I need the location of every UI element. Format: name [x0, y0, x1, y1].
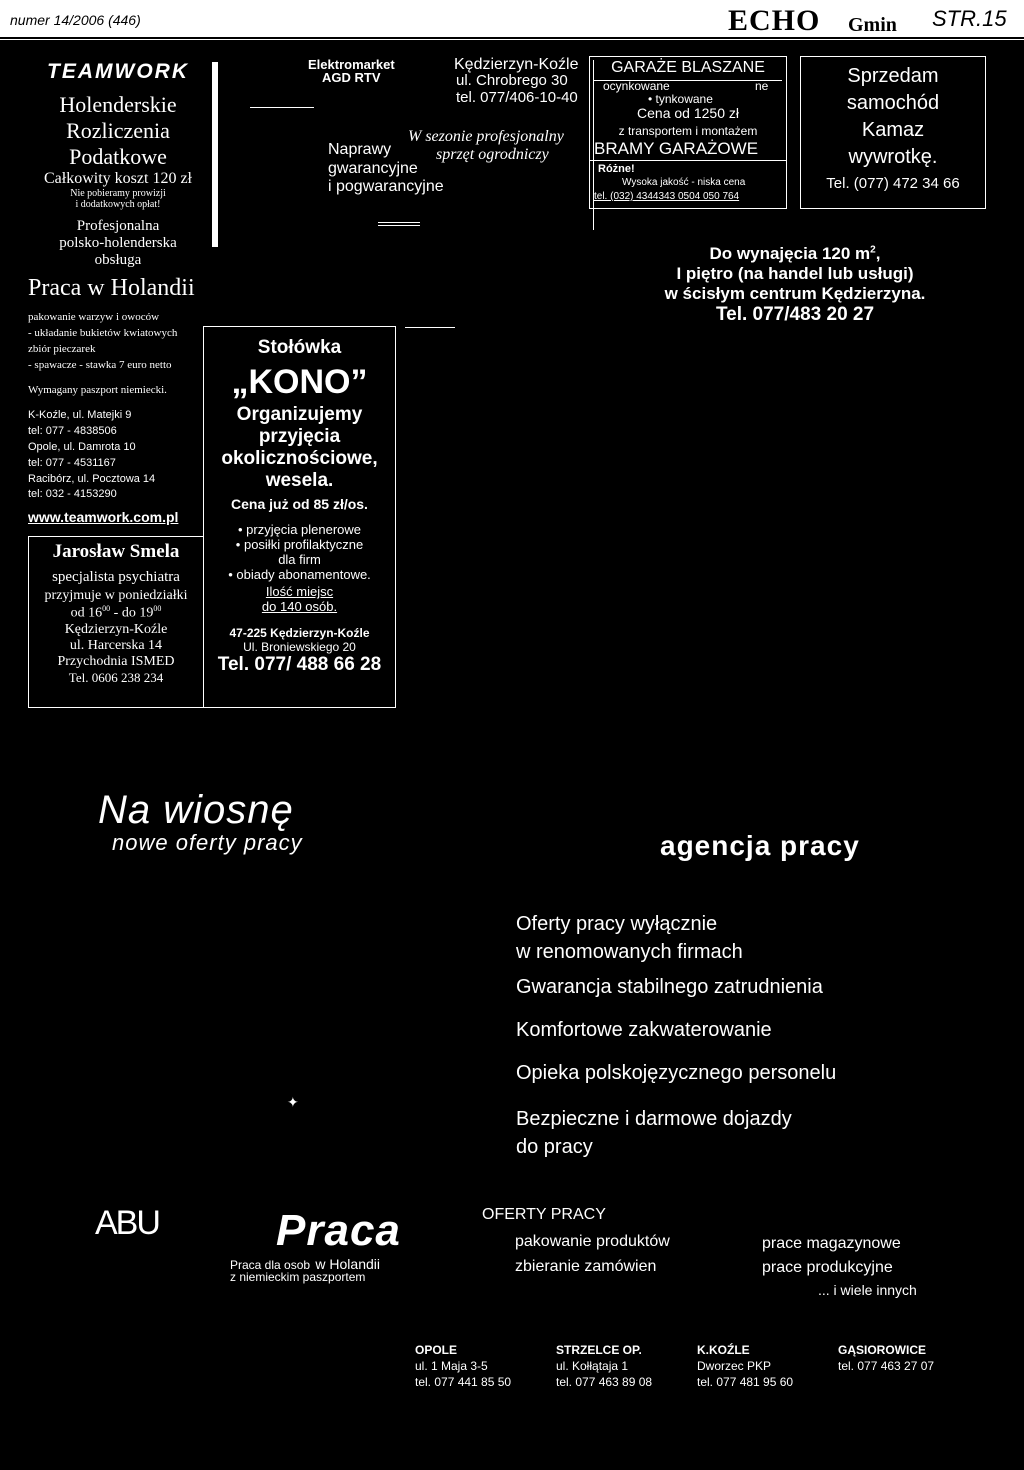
- teamwork-requirement: Wymagany paszport niemiecki.: [28, 383, 167, 396]
- abu-headline: Na wiosnę: [98, 788, 294, 832]
- kono-bullet: dla firm: [278, 552, 321, 567]
- praca-sub1-text: Praca dla osob: [230, 1258, 311, 1272]
- offer-item: prace produkcyjne: [762, 1259, 893, 1276]
- kamaz-ad: [800, 56, 986, 209]
- kono-bullet: • posiłki profilaktyczne: [235, 537, 364, 552]
- kono-capacity: Ilość miejsc: [265, 584, 334, 599]
- elektro-repairs2: gwarancyjne: [328, 160, 418, 177]
- office-city: GĄSIOROWICE: [838, 1343, 927, 1357]
- offers-col2: [762, 1232, 917, 1301]
- praca-sub2: z niemieckim paszportem: [230, 1270, 366, 1284]
- kono-name: „KONO”: [231, 363, 368, 401]
- elektro-street: ul. Chrobrego 30: [456, 72, 568, 89]
- smela-city: Kędzierzyn-Koźle: [64, 621, 168, 637]
- garaze-gates: BRAMY GARAŻOWE: [594, 139, 759, 158]
- elektro-rule: [250, 107, 314, 108]
- hours-to: - do 19: [110, 605, 154, 621]
- praca-sub1-country: w Holandii: [315, 1256, 380, 1272]
- benefit-line: do pracy: [516, 1136, 593, 1158]
- garaze-galv-end: ne: [755, 79, 769, 93]
- offers-col1: [515, 1230, 670, 1280]
- teamwork-job: - układanie bukietów kwiatowych: [28, 326, 178, 339]
- office-line: tel: 077 - 4531167: [28, 456, 116, 469]
- smela-phone: Tel. 0606 238 234: [68, 669, 164, 685]
- masthead-echo: ECHO: [728, 4, 821, 37]
- garaze-phone: tel. (032) 4344343 0504 050 764: [594, 191, 740, 202]
- kono-price: Cena już od 85 zł/os.: [231, 496, 368, 512]
- benefit-line: Opieka polskojęzycznego personelu: [516, 1062, 837, 1084]
- office-street: Dworzec PKP: [697, 1359, 772, 1374]
- issue-number: numer 14/2006 (446): [10, 12, 141, 28]
- office-city: OPOLE: [415, 1343, 458, 1357]
- elektro-season: W sezonie profesjonalny: [408, 128, 564, 145]
- kamaz-line2: samochód: [846, 92, 940, 114]
- page-number: STR.15: [932, 6, 1007, 31]
- garaze-quality: Wysoka jakość - niska cena: [622, 177, 746, 188]
- abu-logo: ABU: [95, 1204, 159, 1242]
- kono-bullet: • przyjęcia plenerowe: [237, 522, 362, 537]
- teamwork-pro3: obsługa: [94, 252, 142, 268]
- benefit-line: Bezpieczne i darmowe dojazdy: [516, 1108, 792, 1130]
- office-phone: tel. 077 481 95 60: [697, 1375, 794, 1390]
- teamwork-line1: Holenderskie: [59, 92, 177, 117]
- office-line: tel: 032 - 4153290: [28, 488, 117, 501]
- kono-bullet: • obiady abonamentowe.: [228, 567, 371, 582]
- teamwork-job: - spawacze - stawka 7 euro netto: [28, 358, 172, 371]
- kono-capacity: do 140 osób.: [261, 599, 338, 614]
- garaze-price: Cena od 1250 zł: [637, 105, 739, 121]
- elektromarket-ad: [240, 55, 590, 245]
- kono-line3: przyjęcia: [258, 426, 341, 447]
- kono-ad: [203, 326, 396, 708]
- garaze-galv: ocynkowane: [603, 79, 670, 93]
- benefit-line: Gwarancja stabilnego zatrudnienia: [516, 976, 823, 998]
- elektro-phone: tel. 077/406-10-40: [456, 89, 578, 106]
- office-line: K-Koźle, ul. Matejki 9: [28, 408, 132, 421]
- garaze-various: Różne!: [598, 163, 635, 175]
- smela-hours1: przyjmuje w poniedziałki: [44, 588, 188, 603]
- header-rule: [0, 37, 1024, 39]
- office-city: K.KOŹLE: [697, 1343, 750, 1357]
- page-header: [0, 0, 1024, 40]
- teamwork-offices: [28, 408, 208, 504]
- benefit-line: Oferty pracy wyłącznie: [516, 913, 718, 935]
- teamwork-logo: TEAMWORK: [47, 60, 189, 83]
- smela-title: specjalista psychiatra: [52, 569, 180, 585]
- offer-item: ... i wiele innych: [818, 1282, 917, 1298]
- teamwork-line2: Rozliczenia: [66, 118, 170, 143]
- offer-item: prace magazynowe: [762, 1235, 901, 1252]
- abu-office-strzelce: [556, 1342, 652, 1391]
- teamwork-line3: Podatkowe: [69, 144, 167, 169]
- teamwork-ad: [28, 60, 208, 525]
- teamwork-note1: Nie pobieramy prowizji: [70, 188, 166, 199]
- elektro-brand1: Elektromarket: [308, 57, 395, 72]
- hours-from: od 16: [70, 605, 103, 621]
- praca-logo: Praca: [276, 1206, 401, 1255]
- office-street: ul. 1 Maja 3-5: [415, 1359, 488, 1374]
- office-phone: tel. 077 463 89 08: [556, 1375, 653, 1390]
- office-street: ul. Kołłątaja 1: [556, 1359, 629, 1374]
- teamwork-pro2: polsko-holenderska: [59, 235, 177, 251]
- smela-ad: [28, 536, 204, 708]
- kamaz-phone: Tel. (077) 472 34 66: [826, 175, 960, 192]
- elektro-small-rule: [378, 222, 420, 223]
- benefit-line: w renomowanych firmach: [516, 941, 743, 963]
- rent-phone: Tel. 077/483 20 27: [715, 304, 875, 325]
- kamaz-line4: wywrotkę.: [848, 146, 938, 168]
- benefit-line: Komfortowe zakwaterowanie: [516, 1019, 772, 1041]
- hours-sup: 00: [153, 604, 162, 613]
- kono-label: Stołówka: [257, 337, 342, 358]
- garaze-sheet: • tynkowane: [648, 92, 713, 106]
- masthead-gmin: Gmin: [848, 14, 897, 36]
- office-line: Opole, ul. Damrota 10: [28, 440, 136, 453]
- teamwork-jobs: [28, 310, 208, 374]
- kono-address: 47-225 Kędzierzyn-Koźle: [229, 626, 370, 640]
- teamwork-cost: Całkowity koszt 120 zł: [44, 170, 192, 187]
- kamaz-line1: Sprzedam: [847, 65, 939, 87]
- abu-benefits: [516, 910, 836, 1161]
- kono-line4: okolicznościowe,: [221, 448, 378, 469]
- smela-street: ul. Harcerska 14: [69, 637, 163, 653]
- garaze-transport: z transportem i montażem: [618, 124, 758, 138]
- teamwork-note2: i dodatkowych opłat!: [75, 199, 161, 210]
- teamwork-divider: [212, 62, 218, 247]
- offer-item: pakowanie produktów: [515, 1233, 670, 1250]
- teamwork-pro1: Profesjonalna: [76, 218, 160, 234]
- kono-phone: Tel. 077/ 488 66 28: [217, 654, 382, 675]
- elektro-equipment: sprzęt ogrodniczy: [436, 146, 549, 163]
- elektro-small-rule: [378, 225, 420, 226]
- elektro-repairs3: i pogwarancyjne: [328, 178, 444, 195]
- garaze-ad: [589, 56, 787, 209]
- kono-line5: wesela.: [265, 470, 334, 491]
- garaze-gates-rule: [590, 160, 786, 161]
- abu-office-opole: [415, 1342, 511, 1391]
- office-city: STRZELCE OP.: [556, 1343, 642, 1357]
- rent-ad: [600, 244, 990, 326]
- office-line: Racibórz, ul. Pocztowa 14: [28, 472, 156, 485]
- smela-clinic: Przychodnia ISMED: [57, 653, 175, 669]
- abu-office-gasiorowice: [838, 1342, 934, 1374]
- abu-office-kozle: [697, 1342, 793, 1391]
- rent-line2: I piętro (na handel lub usługi): [676, 264, 914, 283]
- teamwork-job: zbiór pieczarek: [28, 342, 96, 355]
- rent-line1: [600, 244, 990, 264]
- garaze-title: GARAŻE BLASZANE: [611, 59, 765, 76]
- office-phone: tel. 077 441 85 50: [415, 1375, 512, 1390]
- office-line: tel: 077 - 4838506: [28, 424, 117, 437]
- rent-comma: ,: [875, 244, 881, 263]
- rent-area: Do wynajęcia 120 m: [709, 244, 871, 263]
- abu-agency: agencja pracy: [660, 830, 860, 861]
- decor-mark-icon: ✦: [287, 1094, 299, 1110]
- teamwork-website[interactable]: www.teamwork.com.pl: [28, 509, 179, 526]
- kamaz-line3: Kamaz: [861, 119, 925, 141]
- kono-address: Ul. Broniewskiego 20: [243, 640, 356, 654]
- kono-side-rule: [405, 327, 455, 328]
- elektro-repairs1: Naprawy: [328, 141, 392, 158]
- smela-name: Jarosław Smela: [52, 541, 180, 562]
- hours-sup: 00: [102, 604, 111, 613]
- abu-subheadline: nowe oferty pracy: [112, 830, 303, 855]
- office-street: tel. 077 463 27 07: [838, 1359, 935, 1374]
- offer-item: zbieranie zamówien: [515, 1257, 657, 1275]
- teamwork-work-title: Praca w Holandii: [28, 275, 195, 301]
- offers-title: OFERTY PRACY: [482, 1206, 606, 1223]
- elektro-brand2: AGD RTV: [322, 70, 381, 85]
- smela-hours2: [29, 604, 203, 622]
- rent-sup: 2: [870, 244, 876, 256]
- rent-line3: w ścisłym centrum Kędzierzyna.: [664, 284, 926, 303]
- teamwork-job: pakowanie warzyw i owoców: [28, 311, 160, 323]
- kono-line2: Organizujemy: [236, 404, 363, 425]
- elektro-city: Kędzierzyn-Koźle: [454, 56, 579, 73]
